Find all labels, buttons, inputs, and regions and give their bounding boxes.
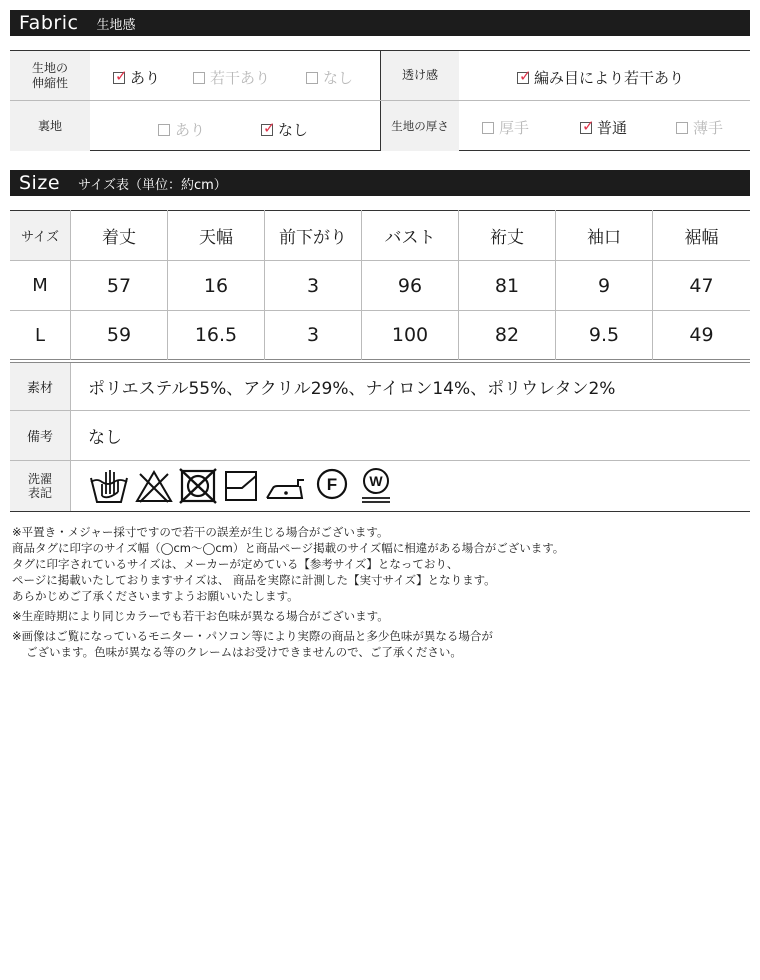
- header-length: 着丈: [102, 228, 136, 248]
- size-title-en: Size: [19, 172, 61, 194]
- stretch-option-yes[interactable]: ✓ あり: [115, 66, 161, 87]
- note-line: ございます。色味が異なる等のクレームはお受けできませんので、ご了承ください。: [26, 645, 462, 659]
- checkbox-icon[interactable]: [158, 124, 170, 136]
- fabric-section-header: [10, 10, 750, 36]
- sheer-label: 透け感: [381, 51, 459, 100]
- checkbox-icon[interactable]: [482, 122, 494, 134]
- header-neck-width: 天幅: [199, 228, 233, 248]
- note-line: ※生産時期により同じカラーでも若干お色味が異なる場合がございます。: [12, 609, 389, 623]
- header-cuff: 袖口: [587, 228, 621, 248]
- header-bust: バスト: [384, 228, 436, 248]
- note-line: 商品タグに印字のサイズ幅（◯cm〜◯cm）と商品ページ掲載のサイズ幅に相違がある場合がございます。: [12, 541, 565, 555]
- note-line: ページに掲載いたしておりますサイズは、 商品を実際に計測した【実寸サイズ】となります。: [12, 573, 496, 587]
- no-tumble-dry-icon: [178, 466, 218, 506]
- material-label: 素材: [10, 363, 70, 410]
- lining-option-yes[interactable]: あり: [158, 119, 205, 140]
- checkbox-icon[interactable]: [261, 118, 276, 137]
- thickness-option-thin[interactable]: 薄手: [676, 117, 723, 138]
- wet-clean-w-icon: [356, 466, 396, 506]
- table-cell: 16: [203, 274, 229, 297]
- header-sleeve-length: 裄丈: [490, 228, 524, 248]
- size-table: [10, 210, 750, 512]
- material-value: ポリエステル55%、アクリル29%、ナイロン14%、ポリウレタン2%: [88, 379, 616, 399]
- remarks-label: 備考: [10, 411, 70, 460]
- size-section-header: [10, 170, 750, 196]
- header-size: サイズ: [10, 211, 70, 260]
- dry-clean-f-icon: [312, 466, 352, 506]
- table-cell: 49: [689, 324, 714, 346]
- hand-wash-icon: [88, 466, 130, 506]
- care-label: 洗濯 表記: [10, 461, 70, 511]
- thickness-option-normal[interactable]: ✓ 普通: [582, 116, 628, 137]
- table-cell: 3: [306, 324, 320, 346]
- check-mark-icon: ✓: [115, 66, 128, 85]
- thickness-label: 生地の厚さ: [381, 101, 459, 151]
- wet-clean-letter: W: [369, 473, 383, 489]
- note-line: ※平置き・メジャー採寸ですので若干の誤差が生じる場合がございます。: [12, 525, 389, 539]
- table-cell: 96: [397, 274, 423, 297]
- lining-label: 裏地: [10, 101, 90, 151]
- sheer-option-slight[interactable]: ✓ 編み目により若干あり: [519, 66, 685, 87]
- note-line: タグに印字されているサイズは、メーカーが定めている【参考サイズ】となっており、: [12, 557, 459, 571]
- check-mark-icon: ✓: [582, 116, 595, 135]
- fabric-title-jp: 生地感: [96, 17, 136, 33]
- table-cell: 9.5: [588, 324, 620, 346]
- table-cell: 47: [689, 274, 714, 297]
- table-cell: 59: [106, 324, 132, 346]
- note-line: あらかじめご了承くださいますようお願いいたします。: [12, 589, 299, 603]
- checkbox-icon[interactable]: [113, 66, 128, 85]
- table-row-size-label: L: [34, 324, 46, 346]
- stretch-label: 生地の 伸縮性: [10, 51, 90, 100]
- fabric-title-en: Fabric: [19, 12, 79, 34]
- remarks-value: なし: [88, 428, 122, 448]
- table-cell: 3: [306, 274, 320, 297]
- table-cell: 82: [494, 324, 520, 346]
- line-dry-icon: [222, 466, 260, 506]
- stretch-option-slight[interactable]: 若干あり: [193, 67, 270, 88]
- check-mark-icon: ✓: [519, 66, 532, 85]
- no-bleach-icon: [134, 466, 174, 506]
- table-cell: 16.5: [194, 324, 238, 346]
- checkbox-icon[interactable]: [306, 72, 318, 84]
- table-cell: 81: [494, 274, 520, 297]
- table-row-size-label: M: [32, 275, 48, 296]
- table-cell: 100: [391, 324, 429, 346]
- checkbox-icon[interactable]: [676, 122, 688, 134]
- lining-option-no[interactable]: ✓ なし: [263, 118, 309, 139]
- notes-section: [12, 524, 742, 660]
- checkbox-icon[interactable]: [580, 116, 595, 135]
- note-line: ※画像はご覧になっているモニター・パソコン等により実際の商品と多少色味が異なる場合が: [12, 629, 493, 643]
- checkbox-icon[interactable]: [517, 66, 532, 85]
- size-title-jp: サイズ表（単位：約cm）: [78, 177, 227, 193]
- header-front-drop: 前下がり: [279, 228, 347, 248]
- iron-low-icon: [264, 466, 308, 506]
- checkbox-icon[interactable]: [193, 72, 205, 84]
- thickness-option-thick[interactable]: 厚手: [482, 117, 529, 138]
- care-symbols: [88, 464, 396, 508]
- fabric-table: [10, 50, 750, 151]
- dry-clean-letter: F: [326, 475, 338, 494]
- header-hem-width: 裾幅: [684, 228, 719, 248]
- check-mark-icon: ✓: [263, 118, 276, 137]
- stretch-option-no[interactable]: なし: [306, 67, 353, 88]
- table-cell: 57: [106, 274, 132, 297]
- fabric-row-2: [10, 101, 750, 151]
- table-cell: 9: [597, 274, 611, 297]
